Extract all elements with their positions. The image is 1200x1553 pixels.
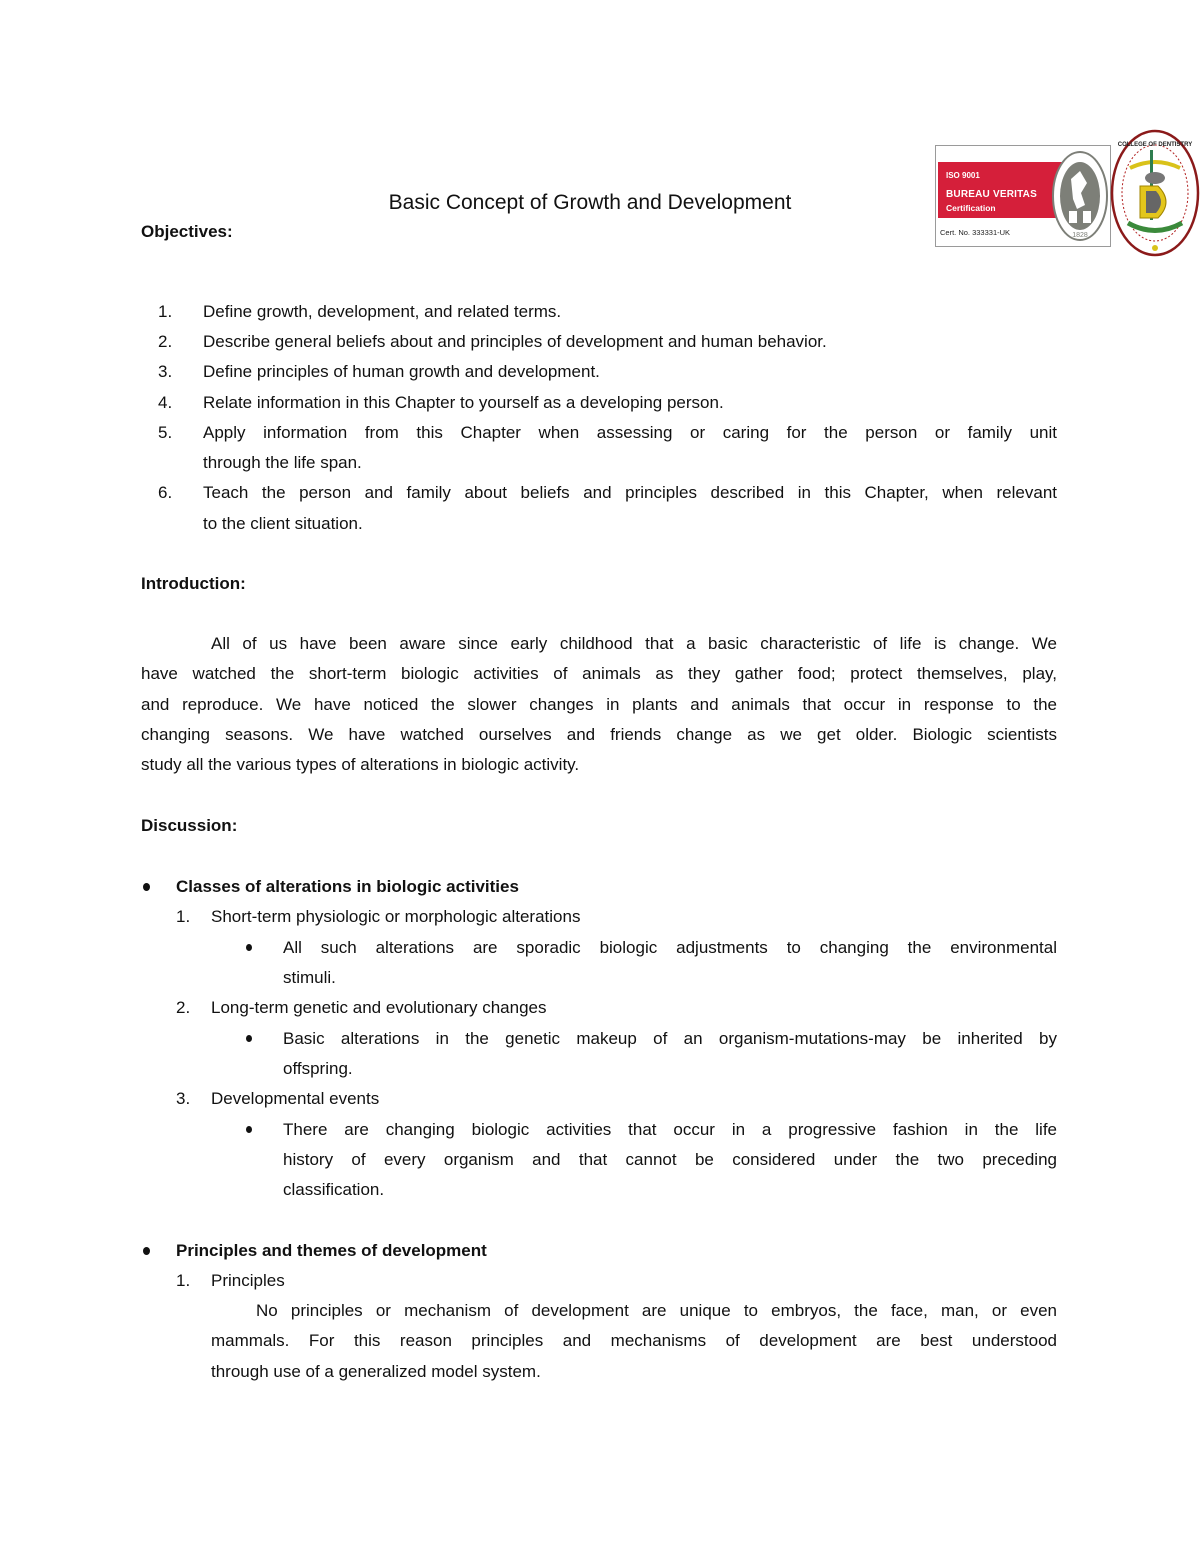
item-number: 2. <box>176 998 191 1017</box>
objective-number: 6. <box>158 483 173 502</box>
item-number: 1. <box>176 1271 191 1290</box>
objective-text: Describe general beliefs about and principles of development and human behavior. <box>203 332 827 351</box>
objective-number: 4. <box>158 393 173 412</box>
paragraph-line: changing seasons. We have watched ourselves and friends change as we get older. Biologic scientists <box>141 725 1057 744</box>
certification-label: Certification <box>946 203 996 213</box>
paragraph-line: through use of a generalized model system. <box>211 1362 541 1381</box>
page-title <box>0 191 1190 215</box>
bullet-icon <box>143 883 150 891</box>
bullet-text: There are changing biologic activities that occur in a progressive fashion in the life <box>283 1120 1057 1139</box>
bullet-icon <box>143 1247 150 1255</box>
bullet-text-continued: history of every organism and that cannot be considered under the two preceding <box>283 1150 1057 1169</box>
bullet-text: All such alterations are sporadic biologic adjustments to changing the environmental <box>283 938 1057 957</box>
objective-text-continued: to the client situation. <box>203 514 363 533</box>
svg-text:1828: 1828 <box>1072 232 1088 239</box>
sub-bullet-icon <box>246 1126 252 1133</box>
paragraph-line: and reproduce. We have noticed the slower changes in plants and animals that occur in response to the <box>141 695 1057 714</box>
paragraph-line: have watched the short-term biologic activities of animals as they gather food; protect themselves, play, <box>141 664 1057 683</box>
item-label: Short-term physiologic or morphologic alterations <box>211 907 581 926</box>
introduction-heading: Introduction: <box>141 574 246 593</box>
bureau-veritas-name: BUREAU VERITAS <box>946 189 1037 200</box>
objective-number: 3. <box>158 362 173 381</box>
iso-standard-label: ISO 9001 <box>946 171 980 180</box>
section-title: Classes of alterations in biologic activities <box>176 877 519 896</box>
objective-number: 2. <box>158 332 173 351</box>
bullet-text-continued: classification. <box>283 1180 385 1199</box>
objective-text: Relate information in this Chapter to yourself as a developing person. <box>203 393 724 412</box>
paragraph-line: All of us have been aware since early childhood that a basic characteristic of life is change. We <box>211 634 1057 653</box>
section-title: Principles and themes of development <box>176 1241 487 1260</box>
certificate-number: Cert. No. 333331-UK <box>940 228 1011 237</box>
sub-bullet-icon <box>246 944 252 951</box>
svg-text:COLLEGE OF DENTISTRY: COLLEGE OF DENTISTRY <box>1117 142 1193 148</box>
bullet-text-continued: stimuli. <box>283 968 336 987</box>
objective-text: Teach the person and family about beliefs and principles described in this Chapter, when relevant <box>203 483 1057 502</box>
paragraph-line: study all the various types of alterations in biologic activity. <box>141 755 580 774</box>
discussion-heading: Discussion: <box>141 816 238 835</box>
item-number: 3. <box>176 1089 191 1108</box>
objective-text: Apply information from this Chapter when assessing or caring for the person or family unit <box>203 423 1057 442</box>
item-label: Principles <box>211 1271 285 1290</box>
sub-bullet-icon <box>246 1035 252 1042</box>
objective-number: 5. <box>158 423 173 442</box>
objective-text: Define principles of human growth and development. <box>203 362 600 381</box>
bullet-text: Basic alterations in the genetic makeup of an organism-mutations-may be inherited by <box>283 1029 1057 1048</box>
page-title-text: Basic Concept of Growth and Development <box>388 191 792 214</box>
item-label: Long-term genetic and evolutionary changes <box>211 998 547 1017</box>
objective-text-continued: through the life span. <box>203 453 362 472</box>
objective-number: 1. <box>158 302 173 321</box>
paragraph-line: mammals. For this reason principles and mechanisms of development are best understood <box>211 1331 1057 1350</box>
item-label: Developmental events <box>211 1089 380 1108</box>
item-number: 1. <box>176 907 191 926</box>
paragraph-line: No principles or mechanism of development are unique to embryos, the face, man, or even <box>256 1301 1057 1320</box>
objectives-heading: Objectives: <box>141 222 233 241</box>
bullet-text-continued: offspring. <box>283 1059 353 1078</box>
objective-text: Define growth, development, and related terms. <box>203 302 562 321</box>
